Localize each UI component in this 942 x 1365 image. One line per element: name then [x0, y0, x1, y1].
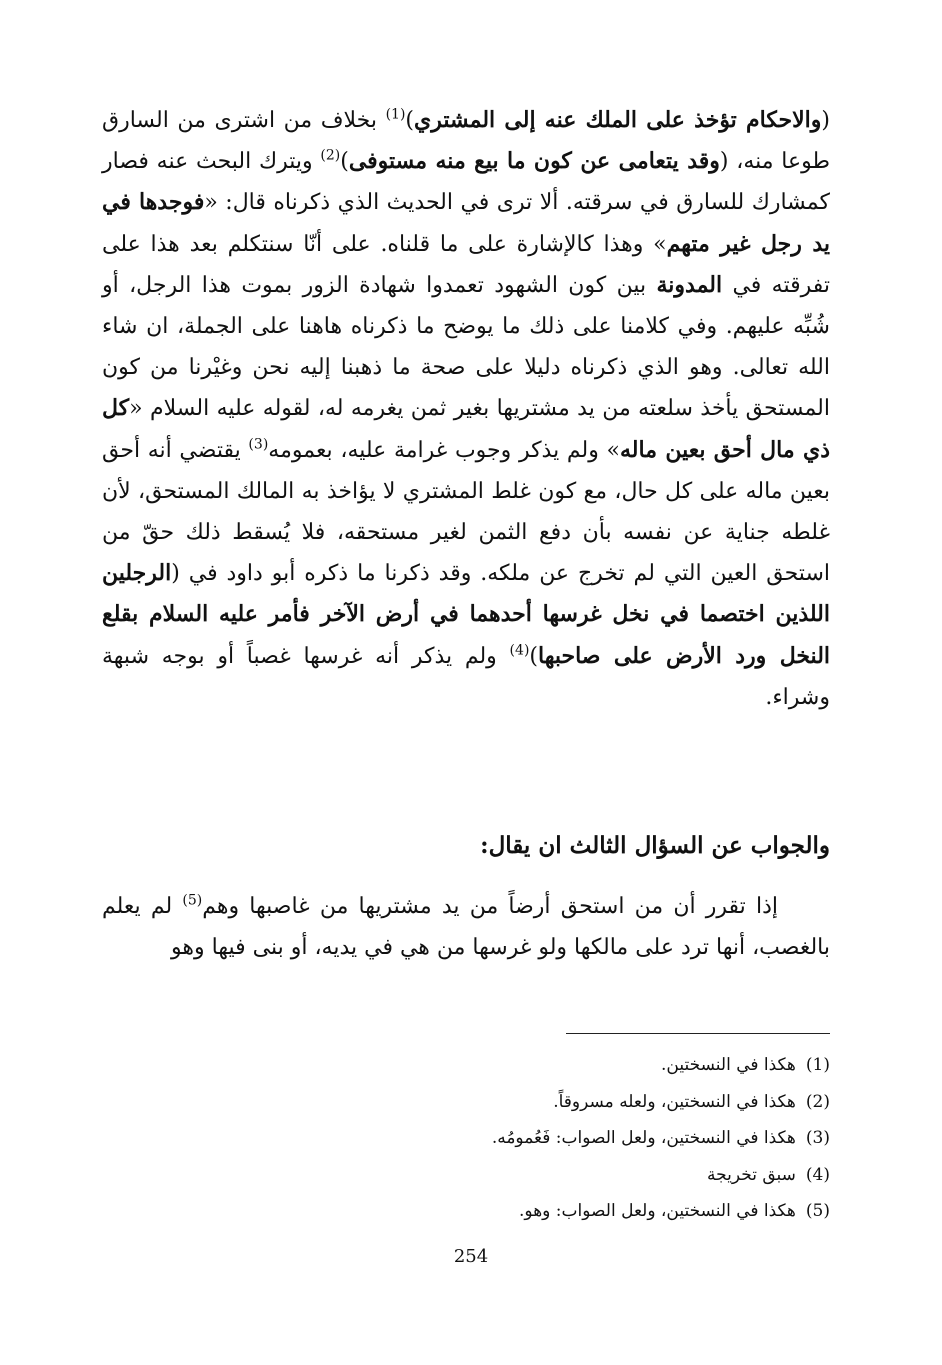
section-heading: والجواب عن السؤال الثالث ان يقال:: [480, 832, 830, 859]
text-segment: ): [529, 643, 538, 669]
text-segment: » ولم يذكر وجوب غرامة عليه، بعمومه: [268, 437, 620, 463]
text-segment: » وهذا كالإشارة على ما قلناه. على أنّا سنتكلم بعد هذا على تفرقته في: [102, 231, 830, 298]
page-number: 254: [453, 1246, 489, 1267]
hadith-quote: الرجلين اللذين اختصما في نخل غرسها أحدهما في أرض الآخر فأمر عليه السلام بقلع النخل ورد الأرض على صاحبها: [102, 560, 831, 669]
quoted-ruling: والاحكام تؤخذ على الملك عنه إلى المشتري: [414, 107, 822, 133]
hadith-quote: كل ذي مال أحق بعين ماله: [102, 395, 831, 463]
footnote-number: (3): [805, 1128, 830, 1148]
text-segment: ): [405, 108, 415, 133]
footnote-ref-1: (1): [385, 106, 406, 123]
hadith-quote: فوجدها في يد رجل غير متهم: [102, 189, 830, 257]
footnote-item: [300, 1193, 830, 1230]
footnote-number: (2): [805, 1091, 830, 1112]
footnote-text: هكذا في النسختين، ولعل الصواب: وهو.: [519, 1201, 796, 1221]
quoted-ruling: وقد يتعامى عن كون ما بيع منه مستوفى: [348, 148, 720, 175]
footnote-item: [300, 1120, 830, 1157]
text-segment: ولم يذكر أنه غرسها غصباً أو بوجه شبهة وشراء.: [102, 643, 830, 710]
footnote-number: (4): [805, 1164, 830, 1185]
text-segment: يقتضي أنه أحق بعين ماله على كل حال، مع كون غلط المشتري لا يؤاخذ به المالك المستحق، لأن غلطه جناية عن نفسه بأن دفع الثمن لغير مستحقه، فلا يُسقط ذلك حقّ من استحق العين التي لم تخرج عن ملكه. وقد ذكرنا ما ذكره أبو داود في (: [102, 437, 830, 587]
text-segment: بين كون الشهود تعمدوا شهادة الزور بموت هذا الرجل، أو شُبِّه عليهم. وفي كلامنا على ذلك ما يوضح ما ذكرناه هاهنا على الجملة، ان شاء الله تعالى. وهو الذي ذكرناه دليلا على صحة ما ذهبنا إليه نحن وغيْرنا من كون المستحق يأخذ سلعته من يد مشتريها بغير ثمن يغرمه له، لقوله عليه السلام «: [102, 272, 830, 422]
footnote-ref-2: (2): [320, 147, 341, 164]
footnote-divider: [566, 1033, 830, 1034]
book-title: المدونة: [656, 271, 723, 298]
section-paragraph: [102, 886, 830, 968]
text-segment: ويترك البحث عنه فصار كمشارك للسارق في سرقته. ألا ترى في الحديث الذي ذكرناه قال: «: [102, 149, 830, 216]
footnote-item: [300, 1047, 830, 1084]
footnote-ref-3: (3): [248, 436, 269, 453]
text-segment: بخلاف من اشترى من السارق طوعا منه، (: [102, 108, 830, 175]
footnote-item: [300, 1157, 830, 1194]
footnote-text: هكذا في النسختين.: [661, 1055, 796, 1075]
footnote-text: هكذا في النسختين، ولعل الصواب: فَعُمومُه.: [491, 1128, 796, 1148]
text-segment: (: [821, 108, 830, 133]
footnote-text: هكذا في النسختين، ولعله مسروقاً.: [553, 1091, 796, 1112]
text-segment: لم يعلم بالغصب، أنها ترد على مالكها ولو غرسها من هي في يديه، أو بنى فيها وهو: [102, 894, 830, 961]
footnotes-list: [300, 1047, 830, 1230]
footnote-item: [300, 1084, 830, 1121]
footnote-number: (5): [805, 1201, 830, 1221]
text-segment: ): [340, 149, 349, 175]
footnote-text: سبق تخريجة: [707, 1164, 796, 1185]
footnote-number: (1): [805, 1055, 830, 1075]
text-segment: إذا تقرر أن من استحق أرضاً من يد مشتريها من غاصبها وهم: [202, 894, 778, 919]
footnote-ref-4: (4): [509, 642, 530, 659]
main-paragraph: [102, 100, 830, 718]
footnote-ref-5: (5): [182, 892, 203, 909]
